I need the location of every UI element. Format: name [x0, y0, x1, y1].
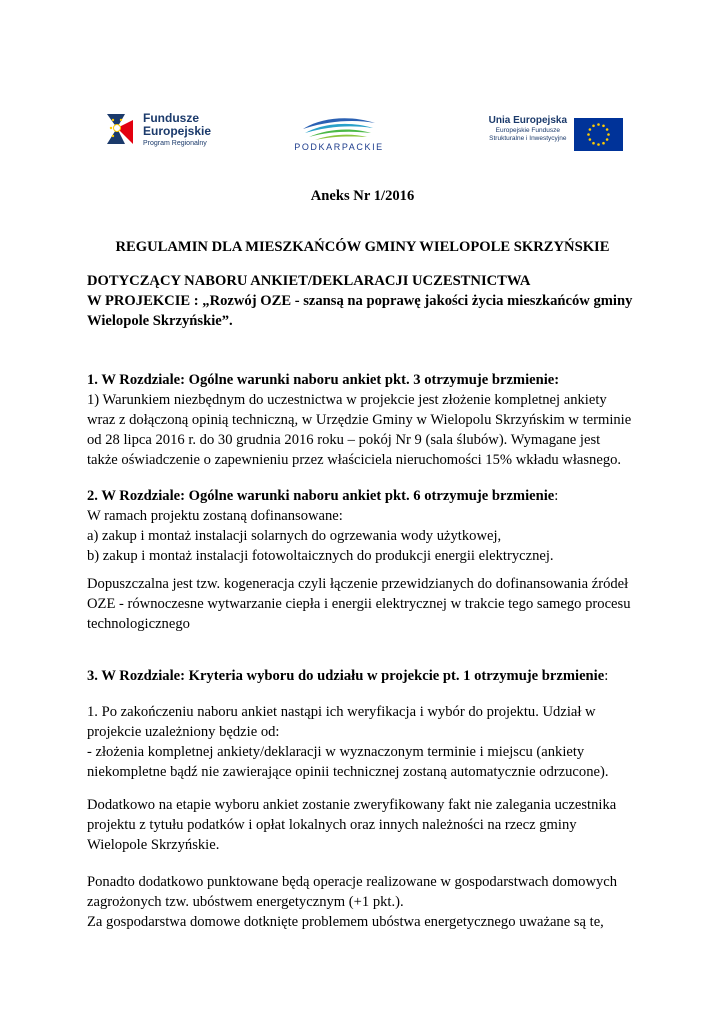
subheading-line: Wielopole Skrzyńskie”.	[87, 313, 233, 329]
document-title: Aneks Nr 1/2016	[310, 188, 415, 204]
section-2-paragraph	[87, 574, 647, 634]
subheading-block	[87, 271, 647, 331]
section-3-heading: 3. W Rozdziale: Kryteria wyboru do udziału w projekcie pt. 1 otrzymuje brzmienie	[87, 668, 605, 684]
section-2-paragraph-line: technologicznego	[87, 616, 190, 632]
section-3-heading-block	[87, 666, 647, 686]
section-3-heading-suffix: :	[604, 668, 609, 684]
section-3-line: Ponadto dodatkowo punktowane będą operacje realizowane w gospodarstwach domowych	[87, 874, 618, 890]
ue-logo-line2: Europejskie Fundusze	[495, 127, 560, 134]
section-3-line: Dodatkowo na etapie wyboru ankiet zostanie zweryfikowany fakt nie zalegania uczestnika	[87, 797, 617, 813]
ue-logo-line1: Unia Europejska	[488, 115, 567, 126]
section-3-line: projektu z tytułu podatków i opłat lokalnych oraz innych należności na rzecz gminy	[87, 817, 577, 833]
section-1-line: od 28 lipca 2016 r. do 30 grudnia 2016 roku – pokój Nr 9 (sala ślubów). Wymagane jest	[87, 432, 601, 448]
section-2-paragraph-line: OZE - równoczesne wytwarzanie ciepła i energii elektrycznej w trakcie tego samego procesu	[87, 596, 631, 612]
section-2-heading-suffix: :	[554, 488, 559, 504]
fe-logo-line3: Program Regionalny	[143, 140, 207, 147]
section-2-heading: 2. W Rozdziale: Ogólne warunki naboru ankiet pkt. 6 otrzymuje brzmienie	[87, 488, 555, 504]
unia-europejska-logo	[455, 115, 623, 155]
podkarpackie-logo-text: PODKARPACKIE	[294, 142, 384, 152]
section-3-line: niekompletne bądź nie zawierające opinii technicznej zostaną automatycznie odrzucone).	[87, 764, 609, 780]
subheading-line: DOTYCZĄCY NABORU ANKIET/DEKLARACJI UCZESTNICTWA	[87, 273, 531, 289]
fe-logo-line1: Fundusze	[143, 111, 199, 125]
section-3-line: Wielopole Skrzyńskie.	[87, 837, 220, 853]
fundusze-europejskie-logo	[103, 110, 228, 155]
section-2-line: b) zakup i montaż instalacji fotowoltaicznych do produkcji energii elektrycznej.	[87, 548, 554, 564]
subheading-line: W PROJEKCIE : „Rozwój OZE - szansą na poprawę jakości życia mieszkańców gminy	[87, 293, 633, 309]
ue-logo-line3: Strukturalne i Inwestycyjne	[489, 135, 567, 142]
eu-flag-icon	[574, 118, 623, 151]
section-3-line: Za gospodarstwa domowe dotknięte problemem ubóstwa energetycznego uważane są te,	[87, 914, 604, 930]
section-3-paragraph-1	[87, 702, 647, 782]
section-3-paragraph-2	[87, 795, 647, 855]
fe-logo-line2: Europejskie	[143, 124, 212, 138]
section-3-line: 1. Po zakończeniu naboru ankiet nastąpi ich weryfikacja i wybór do projektu. Udział w	[87, 704, 596, 720]
section-1-line: 1) Warunkiem niezbędnym do uczestnictwa w projekcie jest złożenie kompletnej ankiety	[87, 392, 607, 408]
section-2-heading-row	[87, 486, 647, 506]
section-1-heading: 1. W Rozdziale: Ogólne warunki naboru ankiet pkt. 3 otrzymuje brzmienie:	[87, 372, 560, 388]
section-3-line: - złożenia kompletnej ankiety/deklaracji w wyznaczonym terminie i miejscu (ankiety	[87, 744, 585, 760]
section-3-line: projekcie uzależniony będzie od:	[87, 724, 280, 740]
section-3-line: zagrożonych tzw. ubóstwem energetycznym (+1 pkt.).	[87, 894, 404, 910]
fe-flag-icon	[103, 110, 137, 148]
podkarpackie-logo	[283, 115, 395, 155]
section-3-heading-row	[87, 666, 647, 686]
section-1-line: także oświadczenie o zapewnieniu przez właściciela nieruchomości 15% wkładu własnego.	[87, 452, 622, 468]
section-2-paragraph-line: Dopuszczalna jest tzw. kogeneracja czyli łączenie przewidzianych do dofinansowania źródeł	[87, 576, 629, 592]
section-1-line: wraz z dołączoną opinią techniczną, w Urzędzie Gminy w Wielopolu Skrzyńskim w terminie	[87, 412, 632, 428]
section-2-line: W ramach projektu zostaną dofinansowane:	[87, 508, 343, 524]
section-2-line: a) zakup i montaż instalacji solarnych do ogrzewania wody użytkowej,	[87, 528, 502, 544]
podkarpackie-wave-icon	[301, 115, 377, 141]
section-2	[87, 486, 647, 566]
section-1	[87, 370, 647, 470]
regulation-heading: REGULAMIN DLA MIESZKAŃCÓW GMINY WIELOPOLE SKRZYŃSKIE	[115, 239, 610, 255]
section-3-paragraph-3	[87, 872, 647, 932]
